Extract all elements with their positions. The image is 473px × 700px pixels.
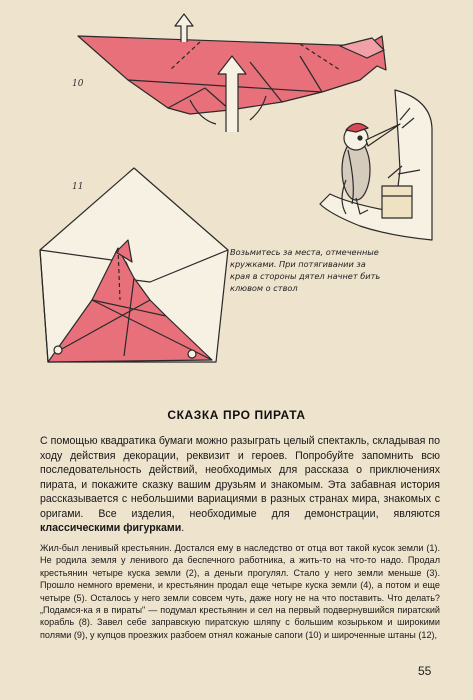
step-11-diagram <box>40 168 228 362</box>
step-10-label: 10 <box>72 79 84 89</box>
story-paragraph: Жил-был ленивый крестьянин. Достался ему в наследство от отца вот такой кусок земли (1). Не родила земля у ленивого да беспечного работника, а жить-то на что-то надо. Продал крестьянин четыре куска земли (2), а деньги прогулял. Стало у него земли меньше (3). Прошло немного времени, и крестьянин продал еще четыре куска земли (4), а потом и еще четыре (5). Осталось у него земли совсем чуть, даже ногу не на что поставить. Что делать? „Подамся-ка я в пираты" — подумал крестьянин и сел на первый подвернувшийся пиратский корабль (8). Завел себе заправскую пиратскую шляпу с большим козырьком и широкими полями (9), у купцов проезжих разбоем отнял кожаные сапоги (10) и широченные штаны (12), <box>40 543 440 640</box>
caption-line: клювом о ствол <box>230 283 298 293</box>
figure-caption <box>230 246 405 294</box>
caption-line: кружками. При потягивании за <box>230 259 366 269</box>
intro-paragraph <box>40 434 440 536</box>
step-10-diagram <box>78 14 386 132</box>
intro-bold-text: классическими фигурками <box>40 522 182 534</box>
caption-line: Возьмитесь за места, отмеченные <box>230 247 379 257</box>
intro-text: С помощью квадратика бумаги можно разыграть целый спектакль, складывая по ходу действия декорации, реквизит и героев. Попробуйте запомнить всю последовательность действий, необходимых для рассказа о приключениях пирата, и покажите сказку вашим друзьям и знакомым. Эта забавная история рассказывается с небольшими вариациями в разных странах мира, знакомых с оригами. Все изделия, необходимые для демонстрации, являются <box>40 435 440 520</box>
intro-text-end: . <box>181 522 185 534</box>
section-heading: СКАЗКА ПРО ПИРАТА <box>167 408 306 422</box>
woodpecker-illustration <box>320 90 432 240</box>
caption-line: края в стороны дятел начнет бить <box>230 271 381 281</box>
step-11-label: 11 <box>72 182 84 192</box>
page-number: 55 <box>418 664 432 678</box>
